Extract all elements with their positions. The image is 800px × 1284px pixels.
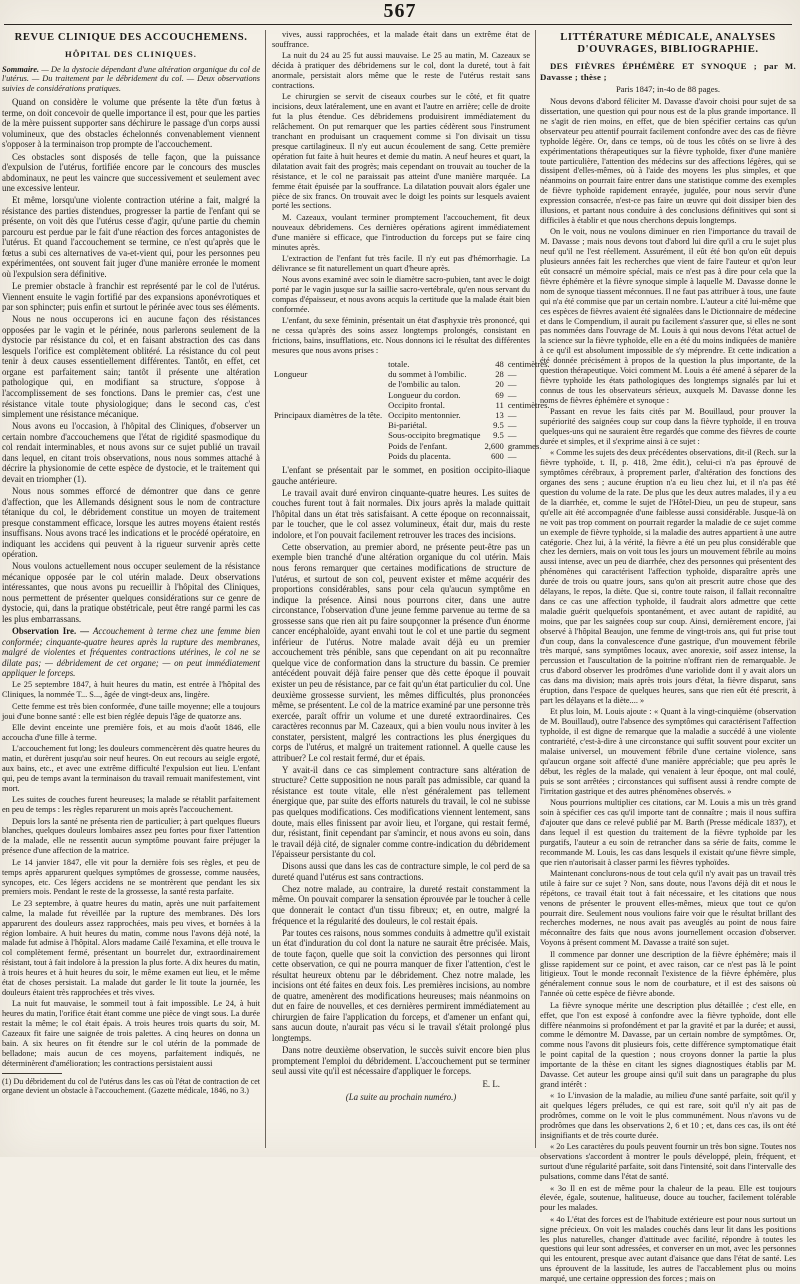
paragraph: « Comme les sujets des deux précédentes observations, dit-il (Rech. sur la fièvre typhoïde, t. II, p. 418, 2me édit.), celui-ci n'a pas éprouvé de symptômes cérébraux, à proprement parler, d'altération des fonctions des organes des sens ; aucune éruption n'a eu lieu chez lui, et il n'a pas été question du volume de la rate. De plus que les deux autres malades, il y a eu de la diarrhée, et, comme le sujet de l'Hôtel-Dieu, un peu de stupeur, sans qu'elle ait été accompagnée d'une faiblesse aussi considérable. Jusque-là on ne voit pas trop comment on pourrait regarder la maladie de ce sujet comme un exemple de fièvre typhoïde, si la maladie des autres appartient à une autre catégorie. Chez lui, à la vérité, la fièvre a été un peu plus considérable que chez les derniers, mais on voit tous les jours un mouvement fébrile au moins aussi intense, avec un peu de diarrhée, chez des personnes qui présentent des phénomènes qui caractérisent l'affection typhoïde, disparaître après une durée de trois ou quatre jours, sans qu'on ait prescrit autre chose que des délayans, le repos, la diète. Que si, contre toute raison, il fallait reconnaître dans ce cas une affection typhoïde, il faudrait alors admettre que cette maladie guérit quelquefois spontanément, et avec autant de rapidité, au moins, que par les saignées coup sur coup. Ainsi, dernièrement encore, j'ai observé à l'hôpital Beaujon, une femme de vingt-trois ans, qui fut prise tout d'un coup, dans la convalescence d'une gastrique, d'un mouvement fébrile très marqué, sans symptômes locaux, avec anorexie, soif assez intense, la percussion et l'auscultation de la poitrine n'offrant rien de remarquable. Je crus d'abord observer les prodrômes d'une variolide dont il y avait alors un cas dans ma division; mais après trois jours d'état, la fièvre disparut, sans éruption, dans l'espace de quelques heures, sans que rien eût été prescrit, à part les délayans et la diète.... » (540, 448, 796, 706)
author-signature: E. L. (482, 1078, 500, 1089)
measure-row (272, 420, 552, 430)
observation-body (2, 680, 260, 1068)
measure-row (272, 390, 552, 400)
paragraph: Disons aussi que dans les cas de contracture simple, le col perd de sa dureté quand l'utérus est sans contractions. (272, 861, 530, 882)
measure-row (272, 410, 552, 420)
paragraph: Maintenant conclurons-nous de tout cela qu'il n'y avait pas un travail très utile à faire sur ce sujet ? Non, sans doute, nous l'avons déjà dit et nous le répétons, ce travail était tout à fait nécessaire, et les citations que nous venons de présenter le prouvent elles-mêmes, mieux que tout ce qu'on pourrait dire. Seulement nous voulions faire voir que le résultat brillant des recherches modernes, ne nous avait pas aveuglés au point de nous faire méconnaître des faits que nous avons journellement occasion d'observer. Voyons à présent comment M. Davasse a traité son sujet. (540, 868, 796, 948)
column-right (540, 30, 796, 1284)
paragraph: « 2o Les caractères du pouls peuvent fournir un très bon signe. Toutes nos observations s'accordent à montrer le pouls développé, plein, fréquent, et surtout d'une régularité parfaite, soit dans l'intensité, soit dans l'intervalle des pulsations, comme dans l'état de santé. (540, 1142, 796, 1182)
measure-value: 600 (490, 450, 504, 461)
paragraph: L'extraction de l'enfant fut très facile. Il n'y eut pas d'hémorrhagie. La délivrance se fit naturellement un quart d'heure après. (272, 253, 530, 273)
measure-row (272, 400, 552, 410)
measure-value: 20 (495, 379, 504, 390)
review-publication: Paris 1847; in-4o de 88 pages. (615, 83, 721, 94)
measure-group (272, 379, 384, 389)
measure-group (272, 430, 384, 440)
paragraph: Nous nous sommes efforcé de démontrer que dans ce genre d'affection, que les Allemands désignent sous le nom de contracture tétanique du col, le débridement constitue un moyen de traitement presque constamment efficace, lorsque les autres moyens étaient restés insuffisans. Nous avons tracé les indications et le procédé opératoire, en indiquant les accidens qui peuvent à la rigueur survenir après cette opération. (2, 485, 260, 560)
measure-unit: — (507, 450, 517, 461)
review-title: DES FIÈVRES ÉPHÉMÈRE ET SYNOQUE ; par M. Davasse ; thèse ; (540, 61, 796, 82)
paragraph: vives, aussi rapprochées, et la malade était dans un extrême état de souffrance. (272, 30, 530, 49)
paragraph: Quand on considère le volume que présente la tête d'un fœtus à terme, on doit concevoir de quelle importance il est, pour que les parties de la mère puissent supporter sans déchirure le passage d'un corps aussi volumineux, que des obstacles échelonnés convenablement viennent s'opposer à la terminaison trop prompte de l'accouchement. (2, 97, 260, 150)
footnote-rule (2, 1073, 62, 1074)
section-header: LITTÉRATURE MÉDICALE, ANALYSES D'OUVRAGES, BIBLIOGRAPHIE. (560, 32, 776, 55)
paragraph: Nous voulons actuellement nous occuper seulement de la résistance mécanique opposée par le col utérin malade. Deux observations intéressantes, que nous avons pu recueillir à l'hôpital des Cliniques, nous permettent de présenter quelques considérations sur ce genre de dystocie, qui, dans la pratique obstétricale, peut être rangé parmi les cas les plus embarrassans. (2, 561, 260, 625)
measure-value: 13 (495, 410, 504, 421)
summary-label: Sommaire. (2, 64, 40, 74)
paragraph: Cette femme est très bien conformée, d'une taille moyenne; elle a toujours joui d'une bonne santé : elle est bien réglée depuis l'âge de quatorze ans. (2, 701, 260, 721)
measure-group (272, 451, 384, 461)
measure-value: 48 (495, 359, 504, 369)
measure-unit: — (507, 369, 517, 380)
observation-title (2, 626, 260, 679)
measure-value: 28 (495, 369, 504, 380)
measure-row (272, 451, 552, 461)
measure-label: Bi-pariétal. (388, 420, 428, 431)
observation-label: Observation Ire. — (12, 626, 89, 637)
measure-unit: — (507, 410, 517, 421)
paragraph: Il commence par donner une description de la fièvre éphémère; mais il glisse rapidement sur ce point, et avec raison, car ce n'est pas là le point litigieux. Tout le monde reconnaît l'existence de la fièvre éphémère, plus généralement connue sous le nom de courbature, et il est des saisons où l'année où cette espèce de fièvre abonde. (540, 949, 796, 999)
measure-row (272, 430, 552, 440)
measure-row (272, 359, 552, 369)
paragraph: La fièvre synoque mérite une description plus détaillée ; c'est elle, en effet, que l'on est exposé à confondre avec la fièvre typhoïde, dont elle diffère néanmoins si profondément et par la gravité et par la durée; et aussi, comme le démontre M. Davasse, par un certain nombre de symptômes. Or, comme nous l'avons dit plusieurs fois, cette différence symptomatique était le point capital de la question ; nous croyons donner la partie la plus importante de la thèse en citant les signes diagnostiques établis par M. Davasse. Cet auteur les groupe ainsi qu'il suit dans un paragraphe du plus grand intérêt : (540, 1000, 796, 1089)
measure-group (272, 420, 384, 430)
paragraph: Y avait-il dans ce cas simplement contracture sans altération de structure? Cette supposition ne nous paraît pas admissible, car quand la résistance est toute vitale, elle n'est généralement pas tellement énergique que, par suite des efforts naturels du travail, le col ne subisse pas quelques modifications. Ces modifications viennent lentement, sans doute, mais elles finissent par avoir lieu, et l'organe, qui restait fermé, dur, résistant, finit cependant par s'amincir, et nous avons eu soin, dans le travail déjà cité, de signaler comme contre-indication du débridement l'épaisseur persistante du col. (272, 764, 530, 860)
paragraph: Le chirurgien se servit de ciseaux courbes sur le côté, et fit quatre incisions, deux latéralement, une en avant et l'autre en arrière; celle de droite fut la plus étendue. Ces débridemens produisirent immédiatement du relâchement. On put remarquer que les parties cédèrent sous l'instrument tranchant en produisant un craquement comme si l'on divisait un tissu presque cartilagineux. Il n'y eut aucun écoulement de sang. Cette première opération fut faite à huit heures et demie du matin. A neuf heures et quart, la dilatation avait fait des progrès; mais cependant on trouvait au toucher de la résistance, et le col ne paraissait pas atteint d'une manière marquée. La femme était épuisée par la souffrance. La dilatation pouvait alors égaler une pièce de six francs. On trouvait avec le doigt les points sur lesquels avaient porté les sections. (272, 92, 530, 211)
measure-value: 2,600 (484, 440, 504, 451)
paragraph: Et plus loin, M. Louis ajoute : « Quant à la vingt-cinquième (observation de M. Bouillaud), outre l'absence des symptômes qui caractérisent l'affection typhoïde, il est digne de remarque que la maladie a succédé à une violente contrariété, c'est-à-dire à une circonstance qui suffit souvent pour exciter un malaise universel, un mouvement fébrile d'une certaine violence, sans qu'aucun organe soit affecté d'une manière appréciable; que peu après le début, les règles de la malade, qui venaient à leur époque, ont mal coulé, puis se sont arrêtées ; circonstances qui suffisent aussi à rendre compte de l'irritation gastrique et des autres phénomènes observés. » (540, 707, 796, 796)
measure-unit: — (507, 389, 517, 400)
paragraph: Nous devons d'abord féliciter M. Davasse d'avoir choisi pour sujet de sa dissertation, une question qui pour nous est de la plus grande importance. Il ne s'agit de rien moins, en effet, que de bien spécifier certains cas qu'un observateur peu attentif pourrait facilement confondre avec des cas de fièvre typhoïde légère. Or, dans ce temps, où de tous les côtés on se livre à des expérimentations thérapeutiques sur la fièvre typhoïde, fixer d'une manière toute particulière, l'attention des médecins sur des affections légères, qui se dissipent d'elles-mêmes, où à l'aide des moyens les plus simples, et que néanmoins on pourrait faire entrer dans une statistique comme des exemples de fièvre typhoïde rapidement enrayée, jugulée, pour nous servir d'une expression consacrée, n'est-ce pas faire un œuvre qui doit dissiper bien des illusions, et partant nous conduire à des conclusions définitives qui sont si difficiles à établir et que nous cherchons depuis longtemps. (540, 97, 796, 226)
measure-row (272, 441, 552, 451)
paragraph: Chez notre malade, au contraire, la dureté restait constamment la même. On pouvait comparer la sensation éprouvée par le toucher à celle que donnerait le contact d'un tissu fibreux; et, en outre, malgré la fréquence et la régularité des douleurs, le col restait épais. (272, 883, 530, 926)
measure-label: Poids du placenta. (388, 450, 451, 461)
paragraph: Et même, lorsqu'une violente contraction utérine a fait, malgré la résistance des parties distendues, progresser la partie de l'enfant qui se présente, on voit dès que l'utérus cesse d'agir, qu'une partie du chemin parcouru est perdue par le fait d'une réaction des forces antagonistes de l'utérus. Et quand l'accouchement se termine, ce n'est qu'après que le fœtus a subi ces alternatives de va-et-vient qui, pour les personnes peu expérimentées, ont souvent fait juger d'une manière erronée le moment où l'expulsion sera définitive. (2, 195, 260, 280)
paragraph: Cette observation, au premier abord, ne présente peut-être pas un exemple bien tranché d'une altération organique du col utérin. Mais nous ferons remarquer que certaines modifications de structure de l'utérus, et surtout de son col, peuvent exister et même acquérir des proportions considérables, sans pour cela qu'aucun symptôme en indique la présence. Ainsi nous pourrons citer, dans une autre circonstance, l'observation d'une jeune femme parvenue au terme de sa grossesse sans que rien ait pu faire soupçonner la présence d'un énorme cancer encéphaloïde, ayant envahi tout le col et une partie du segment inférieur de l'utérus. Notre malade avait déjà eu un premier accouchement très pénible, sans que cependant on ait pu reconnaître quelque vice de conformation dans la structure du bassin. Ce premier antécédent pouvait déjà faire penser que dès cette époque il pouvait exister un peu de résistance, par ce fait qu'un état particulier du col. Une deuxième grossesse survient, les mêmes difficultés, plus prononcées même, se présentent. Le col de la matrice examiné par une personne très exercée, paraît offrir un volume et une dureté extraordinaires. Ces caractères reconnus par M. Cazeaux, qui a bien voulu nous inviter à les constater, persistent, malgré les contractions les plus énergiques du corps de l'utérus, et malgré un traitement rationnel. A quelle cause les attribuer? Le col restait fermé, dur et épais. (272, 541, 530, 763)
paragraph: Le 25 septembre 1847, à huit heures du matin, est entrée à l'hôpital des Cliniques, la nommée T... S..., âgée de vingt-deux ans, lingère. (2, 680, 260, 700)
paragraph: Nous ne nous occuperons ici en aucune façon des résistances opposées par le vagin et le périnée, nous parlerons seulement de la dystocie par résistance du col, et en faisant abstraction des cas dans lesquels l'orifice est complètement oblitéré. La résistance du col peut tenir à deux causes essentiellement différentes. Tantôt, en effet, cet organe est parfaitement sain; tantôt il présente une altération pathologique qui, en modifiant sa structure, s'oppose à l'accomplissement de ses fonctions. Dans le premier cas, c'est une résistance vitale toute physiologique; dans le second cas, c'est simplement une résistance mécanique. (2, 314, 260, 420)
measure-group (272, 359, 384, 369)
summary-text: — De la dystocie dépendant d'une altération organique du col de l'utérus. — Du traitement par le débridement du col. — Deux observations suivies de considérations pratiques. (2, 64, 261, 94)
measure-label: de l'ombilic au talon. (388, 379, 461, 390)
measure-label: Occipito frontal. (388, 399, 445, 410)
measure-unit: centimètres. (507, 359, 550, 369)
paragraph: L'accouchement fut long; les douleurs commencèrent dès quatre heures du matin, et durèrent jusqu'au soir neuf heures. On eut recours au seigle ergoté, aux bains, etc., et avec une extrême difficulté l'expulsion eut lieu. L'enfant qui, peu de temps avant la terminaison du travail remuait manifestement, vint mort. (2, 744, 260, 793)
summary (2, 65, 260, 95)
measure-label: Poids de l'enfant. (388, 440, 448, 451)
paragraph: Le 23 septembre, à quatre heures du matin, après une nuit parfaitement calme, la malade fut réveillée par la rupture des membranes. Dès lors apparurent des douleurs assez rapprochées, mais peu vives, et bornées à la région lombaire. A huit heures du matin, comme nous l'avons déjà noté, la malade fut admise à l'hôpital. Alors madame Cailé l'examina, et elle trouva le col complètement fermé, présentant un bourrelet dur, extraordinairement résistant, tout à fait indolore à la pression la plus forte. A dix heures du matin, à trois heures et à huit heures du soir, le même examen eut lieu, et le même état de choses persistait. La malade dut garder le lit toute la journée, les douleurs étaient très rapprochées et très vives. (2, 898, 260, 997)
paragraph: Les suites de couches furent heureuses; la malade se rétablit parfaitement en peu de temps : les règles reparurent un mois après l'accouchement. (2, 795, 260, 815)
measure-group: Longueur (274, 369, 308, 380)
measure-label: totale. (388, 359, 410, 369)
measure-label: Occipito mentonnier. (388, 410, 461, 421)
measure-group (272, 400, 384, 410)
paragraph: Le travail avait duré environ cinquante-quatre heures. Les suites de couches furent tout à fait normales. Dix jours après la malade quittait l'hôpital dans un état très satisfaisant. A cette époque on reconnaissait, par le toucher, que le col assez volumineux, était dur, mais du reste indolore, et l'on pouvait facilement retrouver les traces des incisions. (272, 487, 530, 540)
measure-unit: centimètres. (507, 399, 550, 410)
measure-label: du sommet à l'ombilic. (388, 369, 467, 380)
column-left (2, 30, 260, 1150)
measure-row (272, 379, 552, 389)
paragraph: L'enfant se présentait par le sommet, en position occipito-iliaque gauche antérieure. (272, 465, 530, 486)
measure-label: Sous-occipito bregmatique (388, 430, 481, 441)
footnote: (1) Du débridement du col de l'utérus dans les cas où l'état de contraction de cet organe devient un obstacle à l'accouchement. (Gazette médicale, 1846, no 3.) (2, 1076, 260, 1096)
paragraph: On le voit, nous ne voulons diminuer en rien l'importance du travail de M. Davasse ; mais nous devons tout d'abord lui dire qu'il a cru le sujet plus neuf qu'il ne l'est réellement. Assurément, il eût été bon qu'on eût depuis plusieurs années fait les recherches que vient de faire l'auteur et qu'on leur eût consacré un mémoire spécial, mais ce n'est pas à dire pour cela que la fièvre éphémère et la fièvre synoque simple à laquelle M. Davasse donne le nom de synoque tiassent méconnues. Il ne faut pas attribuer à tous, une faute qui n'a été commise que par un certain nombre. L'auteur a cité lui-même que ces espèces de fièvres avaient été signalées dans le Dictionnaire de médecine et dans le Compendium, il aurait pu facilement s'assurer que, si elles ne sont pas nommées dans l'ouvrage de M. Louis à qui nous devons l'état actuel de la science sur la fièvre typhoïde, elle en a été du moins indiquées de manière à ce qu'il est absolument impossible de s'y méprendre. Et cette indication a été donnée précisément à propos de la question la plus importante, de la question thérapeutique. Voici comment M. Louis a été amené à séparer de la fièvre typhoïde les états pathologiques des longtemps signalés par lui et connus de tous les observateurs sérieux, auxquels M. Davasse donne les noms de fièvres éphémère et synoque : (540, 227, 796, 405)
column-divider (265, 30, 266, 1148)
measure-value: 9.5 (493, 430, 504, 441)
measure-group: Principaux diamètres de la tête. (274, 410, 383, 421)
observation-summary: Accouchement à terme chez une femme bien conformée; cinquante-quatre heures après la rupture des membranes, malgré de violentes et fréquentes contractions utérines, le col ne se dilate pas; — débridement de cet organe; — on peut immédiatement appliquer le forceps. (2, 626, 261, 679)
continuation-note: (La suite au prochain numéro.) (345, 1092, 457, 1103)
measure-unit: grammes. (507, 440, 542, 451)
paragraph: Le premier obstacle à franchir est représenté par le col de l'utérus. Viennent ensuite le vagin fortifié par des expansions aponévrotiques et par son sphincter; puis enfin et surtout le périnée avec tous ses éléments. (2, 281, 260, 313)
paragraph: Ces obstacles sont disposés de telle façon, que la puissance d'expulsion de l'utérus, fortifiée encore par le concours des muscles abdominaux, ne peut les vaincre que successivement et seulement avec une excessive lenteur. (2, 151, 260, 194)
section-header: REVUE CLINIQUE DES ACCOUCHEMENS. (14, 32, 248, 43)
measure-unit: — (507, 379, 517, 390)
paragraph: Depuis lors la santé ne présenta rien de particulier; à part quelques flueurs blanches, quelques douleurs lombaires assez peu fortes pour fixer l'attention de la malade, elle ne ressentit aucun symptôme pouvant faire préjuger la présence d'une affection de la matrice. (2, 816, 260, 856)
paragraph: Nous avons eu l'occasion, à l'hôpital des Cliniques, d'observer un certain nombre d'accouchemens que l'état de rigidité spasmodique du col rendait interminables, et nous avons sur ce sujet publié un travail dans lequel, en citant trois observations, nous nous sommes attaché à décrire la physionomie de cette espèce de dystocie, et le traitement qui devait en triompher (1). (2, 421, 260, 484)
page-number: 567 (383, 0, 417, 22)
measure-group (272, 390, 384, 400)
paragraph: L'enfant, du sexe féminin, présentait un état d'asphyxie très prononcé, qui ne cessa qu'après des soins assez longtemps prolongés, consistant en frictions, bains, insufflations, etc. Nous donnons ici le résultat des différentes mesures que nous avons prises : (272, 316, 530, 356)
paragraph: M. Cazeaux, voulant terminer promptement l'accouchement, fit deux nouveaux débridemens. Ces dernières opérations agirent immédiatement d'une manière si efficace, que l'introduction du forceps put se faire cinq minutes après. (272, 212, 530, 252)
column-divider (535, 30, 536, 1148)
measure-unit: — (507, 430, 517, 441)
measure-group (272, 441, 384, 451)
paragraph: Le 14 janvier 1847, elle vit pour la dernière fois ses règles, et peu de temps après apparurent quelques symptômes de grossesse, comme nausées, syncopes, etc. Ces légers accidens ne se montrèrent que pendant les six premiers mois. Pendant le reste de la grossesse, la santé resta parfaite. (2, 857, 260, 897)
measure-value: 11 (495, 399, 504, 410)
paragraph: « 3o Il en est de même pour la chaleur de la peau. Elle est toujours élevée, égale, soutenue, halitueuse, douce au toucher, facilement tolérable pour les malades. (540, 1183, 796, 1213)
paragraph: Nous avons examiné avec soin le diamètre sacro-pubien, tant avec le doigt porté par le vagin jusque sur la saillie sacro-vertébrale, qu'en nous servant du compas d'épaisseur, et nous avons acquis la certitude que la malade était bien conformée. (272, 275, 530, 314)
column-middle (272, 30, 550, 1150)
section-title: HÔPITAL DES CLINIQUES. (65, 49, 197, 59)
measure-row (272, 369, 552, 379)
paragraph: Nous pourrions multiplier ces citations, car M. Louis a mis un très grand soin à spécifier ces cas qu'il importe tant de connaître ; mais il nous suffira d'ajouter que dans ce relevé publié par M. Barth (Presse médicale 1837), et dans lequel il est question du traitement de la fièvre typhoïde par les purgatifs, l'auteur a eu soin de retrancher dans sa série de faits, comme le recommande M. Louis, les cas dans lesquels il existait qu'une fièvre simple, que rien n'autorisait à classer parmi les fièvres typhoïdes. (540, 798, 796, 867)
paragraph: Passant en revue les faits cités par M. Bouillaud, pour prouver la supériorité des saignées coup sur coup dans la fièvre typhoïde, il en trouva quelques-uns qui ne sauraient être regardés que comme des fièvres de courte durée et simples, et il s'exprime ainsi à ce sujet : (540, 407, 796, 446)
measure-value: 69 (495, 389, 504, 400)
paragraph: La nuit du 24 au 25 fut aussi mauvaise. Le 25 au matin, M. Cazeaux se décida à pratiquer des débridemens sur le col, dont la dureté, tout à fait anormale, persistait alors même que le reste de l'utérus restait sans contractions. (272, 51, 530, 91)
paragraph: Par toutes ces raisons, nous sommes conduits à admettre qu'il existait un état d'induration du col dont la nature ne saurait être précisée. Mais, de toute façon, quelle que soit la conviction des personnes qui liront cette observation, ce qui ne pourra manquer de fixer l'attention, c'est le résultat heureux obtenu par le débridement. Chez notre malade, les incisions ont été faites en deux fois. Les premières incisions, au nombre de quatre, amenèrent des modifications heureuses; mais néanmoins on dut en faire de nouvelles, et ces dernières permirent immédiatement au chirurgien de faire l'application du forceps, et d'amener un enfant qui, sans aucun doute, n'aurait pas vécu si le travail s'était prolongé plus longtemps. (272, 927, 530, 1044)
measure-value: 9.5 (493, 420, 504, 431)
measure-label: Longueur du cordon. (388, 389, 461, 400)
paragraph: « 1o L'invasion de la maladie, au milieu d'une santé parfaite, soit qu'il y ait quelques légers préludes, ce qui est rare, soit qu'il n'y ait pas de prodrômes, comme on le voit le plus communément. Nous n'avons vu de prodrômes que dans les observations 2, 6 et 10 ; et, dans ces cas, ils ont été insignifiants et de très courte durée. (540, 1091, 796, 1140)
paragraph: Elle devint enceinte une première fois, et au mois d'août 1846, elle accoucha d'une fille à terme. (2, 722, 260, 742)
measure-unit: — (507, 420, 517, 431)
article-body (2, 97, 260, 624)
observation-continued (272, 30, 530, 356)
review-body (540, 97, 796, 1284)
measurements-table (272, 359, 552, 461)
paragraph: La nuit fut mauvaise, le sommeil tout à fait impossible. Le 24, à huit heures du matin, l'orifice était étant comme une pièce de vingt sous. La durée restait la même; le col était épais. A trois heures trois quarts du soir, M. Cazeaux fit faire une saignée de trois palettes. A cinq heures on donna un bain. A six heures on fit étendre sur le col utérin de la pommade de belladone; mais aucun de ces moyens, parfaitement indiqués, ne déterminèrent d'amélioration; les contractions persistaient aussi (2, 999, 260, 1068)
paragraph: « 4o L'état des forces est de l'habitude extérieure est pour nous surtout un signe précieux. On voit les malades couchés dans leur lit dans les positions les plus naturelles, changer d'attitude avec facilité, répondre à toutes les questions qui leur sont adressées, et converser en un mot, avec les personnes qui les entourent, presque avec autant d'aisance que dans l'état de santé. Les uns éprouvent de la lassitude, les autres de l'accablement plus ou moins marqué, une certaine oppression des forces ; mais on (540, 1214, 796, 1284)
header-rule (4, 24, 792, 25)
article-discussion (272, 465, 530, 1077)
paragraph: Dans notre deuxième observation, le succès suivit encore bien plus promptement l'emploi du débridement. L'accouchement put se terminer seul aussi vite qu'il est nécessaire d'appliquer le forceps. (272, 1045, 530, 1077)
